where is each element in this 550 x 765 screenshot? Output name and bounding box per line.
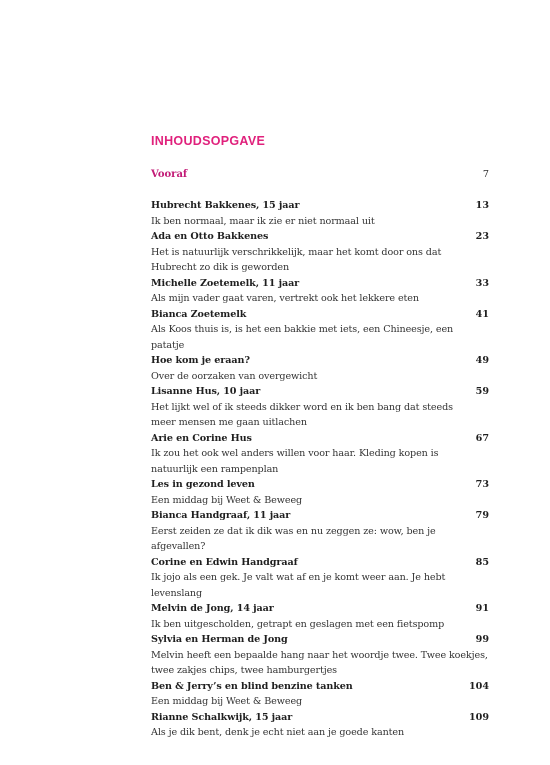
toc-entry — [151, 384, 489, 431]
toc-entry-title-row — [151, 601, 489, 617]
toc-entry-subtitle: Ik zou het ook wel anders willen voor haar. Kleding kopen is — [151, 448, 439, 459]
toc-entry — [151, 477, 489, 508]
toc-entry-title-row — [151, 198, 489, 214]
toc-heading: INHOUDSOPGAVE — [151, 134, 266, 148]
toc-entry-subtitle: Hubrecht zo dik is geworden — [151, 262, 290, 273]
toc-entry-subtitle: meer mensen me gaan uitlachen — [151, 417, 307, 428]
toc-entry-subtitle: twee zakjes chips, twee hamburgertjes — [151, 665, 337, 676]
toc-entry-subtitle: Als je dik bent, denk je echt niet aan je goede kanten — [151, 727, 405, 738]
toc-entry-title-row — [151, 229, 489, 245]
toc-entry-page-number: 13 — [475, 200, 489, 211]
toc-entry — [151, 601, 489, 632]
toc-entry-title: Ben & Jerry’s en blind benzine tanken — [151, 680, 353, 692]
toc-entry-subtitle: Als mijn vader gaat varen, vertrekt ook het lekkere eten — [151, 293, 419, 304]
toc-entry-page-number: 41 — [475, 308, 489, 320]
toc-entry-title-row — [151, 477, 489, 493]
toc-entry-title: Rianne Schalkwijk, 15 jaar — [151, 711, 293, 723]
toc-entry-title-row — [151, 555, 489, 571]
toc-entry — [151, 508, 489, 555]
toc-entry-title-row — [151, 307, 489, 323]
toc-entry-title: Bianca Zoetemelk — [151, 308, 247, 320]
toc-entry-title-row — [151, 431, 489, 447]
vooraf-title: Vooraf — [151, 169, 188, 180]
toc-entry-subtitle: Ik ben uitgescholden, getrapt en geslagen met een fietspomp — [151, 618, 445, 630]
toc-entry-title-row — [151, 353, 489, 369]
toc-entry-subtitle: Eerst zeiden ze dat ik dik was en nu zeggen ze: wow, ben je afgevallen? — [151, 525, 436, 552]
toc-entry-vooraf — [151, 167, 489, 183]
toc-entry-title-row — [151, 632, 489, 648]
toc-entry-subtitle: Een middag bij Weet & Beweeg — [151, 696, 303, 707]
toc-entry-title-row — [151, 276, 489, 292]
toc-entry-subtitle: Als Koos thuis is, is het een bakkie met iets, een Chineesje, een patatje — [151, 324, 454, 351]
toc-entry-page-number: 59 — [475, 386, 489, 397]
toc-entry-subtitle: Het lijkt wel of ik steeds dikker word en ik ben bang dat steeds — [151, 401, 453, 413]
toc-entry — [151, 353, 489, 384]
toc-entry-subtitle: natuurlijk een rampenplan — [151, 463, 279, 475]
toc-entry-page-number: 73 — [475, 479, 489, 490]
toc-entry-subtitle: Ik jojo als een gek. Je valt wat af en je komt weer aan. Je hebt levenslang — [151, 572, 446, 599]
toc-entry-page-number: 104 — [468, 680, 489, 692]
toc-entry — [151, 431, 489, 478]
toc-entry-page-number: 79 — [475, 510, 489, 521]
toc-entry — [151, 276, 489, 307]
toc-entry — [151, 632, 489, 679]
toc-entry-title: Bianca Handgraaf, 11 jaar — [151, 510, 291, 521]
toc-entry — [151, 307, 489, 354]
toc-entry-title-row — [151, 384, 489, 400]
toc-entry-title: Arie en Corine Hus — [151, 432, 252, 444]
toc-entry-title: Melvin de Jong, 14 jaar — [151, 603, 274, 614]
toc-entry-page-number: 67 — [475, 432, 489, 444]
toc-entry-title: Les in gezond leven — [151, 479, 255, 490]
toc-entry-subtitle: Het is natuurlijk verschrikkelijk, maar het komt door ons dat — [151, 246, 442, 258]
toc-entry — [151, 710, 489, 741]
toc-entry-page-number: 109 — [468, 711, 489, 723]
toc-entry-subtitle: Ik ben normaal, maar ik zie er niet normaal uit — [151, 215, 375, 227]
toc-entry-title: Lisanne Hus, 10 jaar — [151, 386, 261, 397]
toc-entry — [151, 229, 489, 276]
toc-entry — [151, 555, 489, 602]
toc-entry-page-number: 91 — [475, 603, 489, 614]
toc-entry-subtitle: Melvin heeft een bepaalde hang naar het woordje twee. Twee koekjes, — [151, 649, 488, 661]
toc-entry-page-number: 49 — [475, 355, 489, 366]
toc-entry-title: Ada en Otto Bakkenes — [151, 231, 269, 242]
toc-entry-title: Sylvia en Herman de Jong — [151, 634, 288, 645]
toc-entry-title-row — [151, 710, 489, 726]
toc-entry-title: Corine en Edwin Handgraaf — [151, 556, 298, 568]
vooraf-page-number: 7 — [482, 169, 489, 180]
toc-entry-title-row — [151, 508, 489, 524]
toc-list — [151, 198, 489, 741]
toc-entry-page-number: 99 — [475, 634, 489, 645]
toc-entry-subtitle: Een middag bij Weet & Beweeg — [151, 494, 303, 506]
toc-entry-page-number: 85 — [475, 556, 489, 568]
toc-entry-title: Hoe kom je eraan? — [151, 355, 250, 366]
toc-entry-title: Hubrecht Bakkenes, 15 jaar — [151, 200, 300, 211]
toc-entry-title-row — [151, 679, 489, 695]
toc-entry-page-number: 33 — [475, 277, 489, 289]
toc-entry-title: Michelle Zoetemelk, 11 jaar — [151, 277, 300, 289]
toc-entry — [151, 679, 489, 710]
toc-entry-page-number: 23 — [475, 231, 489, 242]
toc-entry-subtitle: Over de oorzaken van overgewicht — [151, 370, 318, 382]
toc-entry — [151, 198, 489, 229]
